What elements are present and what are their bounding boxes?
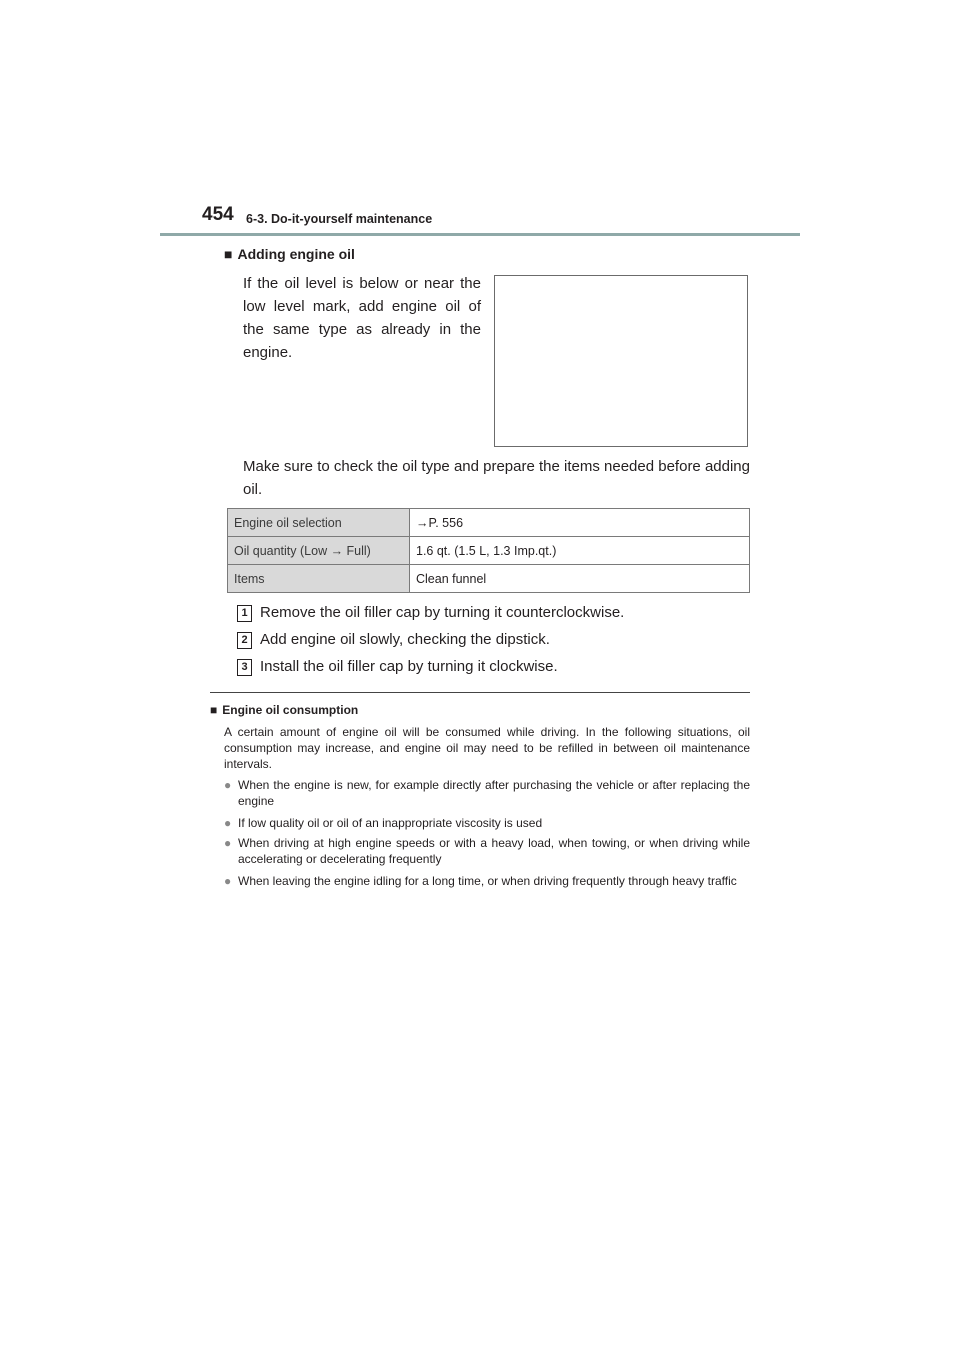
bullet-text: When leaving the engine idling for a long time, or when driving frequently through heavy traffic	[238, 874, 737, 888]
section-heading	[224, 246, 355, 262]
table-value-cell: Clean funnel	[410, 565, 750, 593]
list-item	[224, 777, 750, 809]
illustration-frame	[494, 275, 748, 447]
bullet-icon: ●	[224, 816, 232, 830]
note-heading-text: Engine oil consumption	[222, 703, 359, 717]
note-heading	[210, 703, 358, 717]
table-label-cell: Oil quantity (Low → Full)	[228, 537, 410, 565]
step-number-badge: 1	[237, 605, 252, 622]
list-item	[224, 835, 750, 867]
list-item	[224, 873, 750, 889]
table-row	[228, 509, 750, 537]
section-title: 6-3. Do-it-yourself maintenance	[246, 212, 433, 226]
heading-text: Adding engine oil	[237, 246, 355, 262]
table-label-cell: Items	[228, 565, 410, 593]
step-text: Remove the oil filler cap by turning it counterclockwise.	[260, 604, 625, 621]
table-row	[228, 537, 750, 565]
step-text: Install the oil filler cap by turning it clockwise.	[260, 658, 558, 675]
bullet-icon: ●	[224, 874, 232, 888]
heading-square-marker: ■	[224, 246, 233, 262]
bullet-icon: ●	[224, 836, 232, 850]
intro-paragraph: If the oil level is below or near the low level mark, add engine oil of the same type as already in the engine.	[243, 275, 481, 361]
preparation-paragraph: Make sure to check the oil type and prepare the items needed before adding oil.	[243, 458, 750, 498]
table-value-cell: 1.6 qt. (1.5 L, 1.3 Imp.qt.)	[410, 537, 750, 565]
oil-spec-table	[227, 508, 750, 593]
note-divider	[210, 692, 750, 693]
bullet-text: When the engine is new, for example directly after purchasing the vehicle or after replacing the engine	[238, 778, 750, 808]
step-number-badge: 2	[237, 632, 252, 649]
table-label-cell: Engine oil selection	[228, 509, 410, 537]
table-value-cell: →P. 556	[410, 509, 750, 537]
bullet-icon: ●	[224, 778, 232, 792]
page-number: 454	[202, 204, 234, 225]
note-square-marker: ■	[210, 703, 218, 717]
header-divider	[160, 233, 800, 236]
table-row	[228, 565, 750, 593]
list-item	[224, 815, 750, 831]
bullet-text: If low quality oil or oil of an inappropriate viscosity is used	[238, 816, 543, 830]
bullet-text: When driving at high engine speeds or with a heavy load, when towing, or when driving while accelerating or decelerating frequently	[238, 836, 750, 866]
note-paragraph: A certain amount of engine oil will be consumed while driving. In the following situations, oil consumption may increase, and engine oil may need to be refilled in between oil maintenance intervals.	[224, 725, 750, 771]
step-number-badge: 3	[237, 659, 252, 676]
step-text: Add engine oil slowly, checking the dipstick.	[260, 631, 550, 648]
